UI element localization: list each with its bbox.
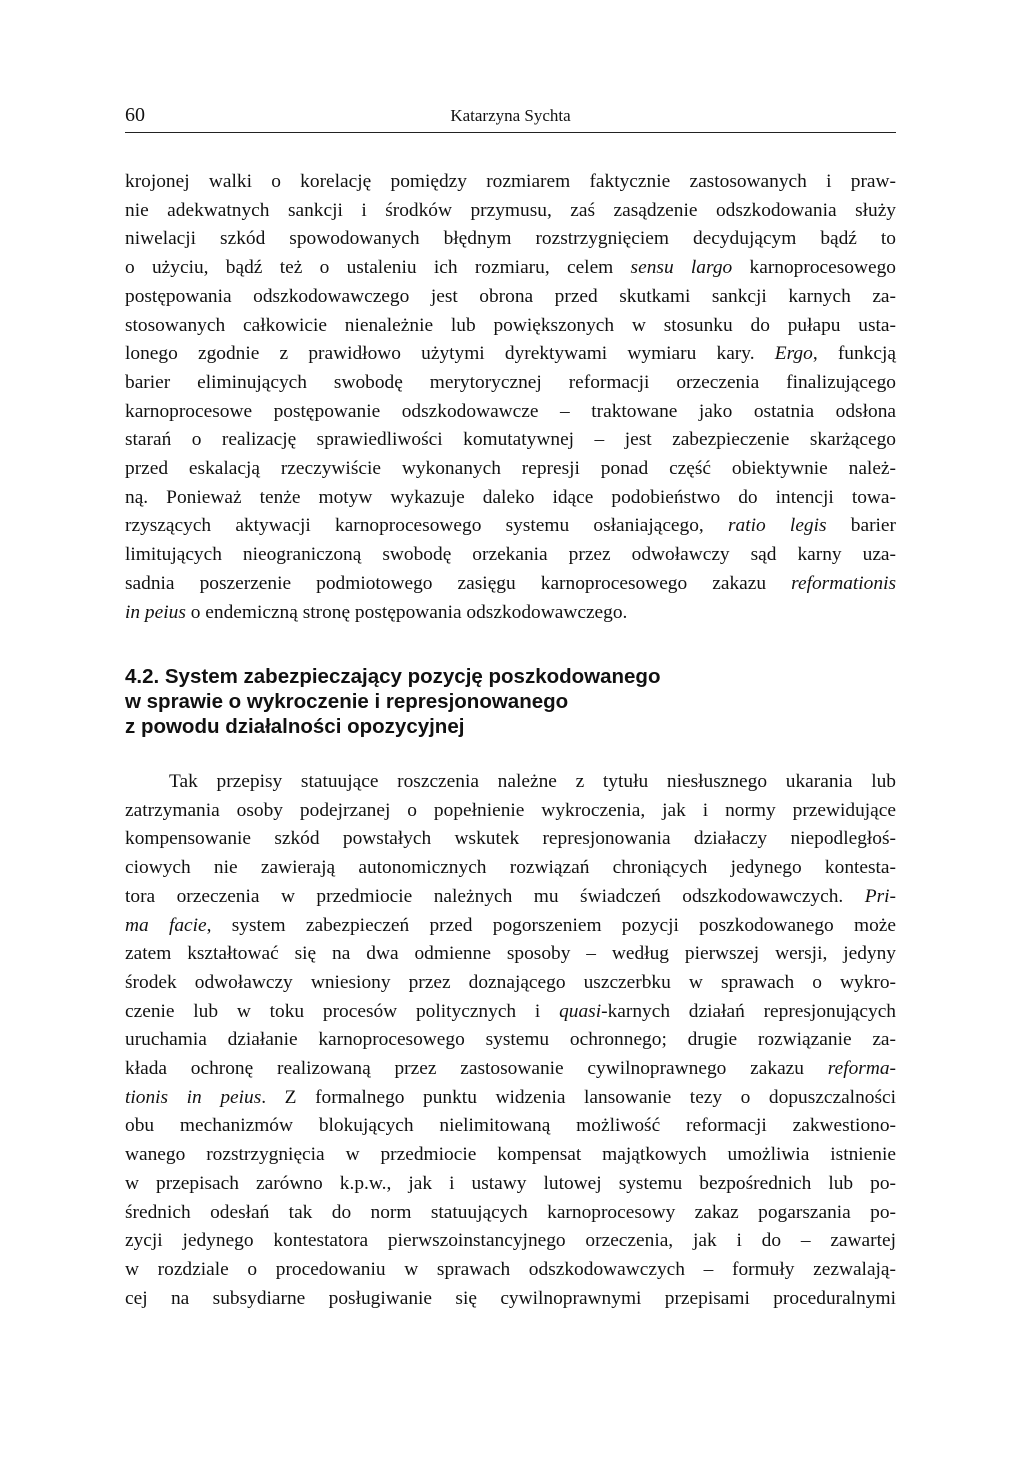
text-line: cej na subsydiarne posługiwanie się cywilnoprawnymi przepisami proceduralnymi	[125, 1287, 896, 1309]
text-run: , funkcją	[812, 343, 896, 365]
latin-phrase: Ergo	[774, 343, 813, 365]
text-run: . Z formalnego punktu widzenia lansowanie tezy o dopuszczalności	[261, 1086, 896, 1108]
page-number: 60	[125, 104, 145, 126]
latin-phrase: tionis in peius	[125, 1086, 262, 1108]
text-line	[125, 512, 896, 541]
running-title: Katarzyna Sychta	[450, 106, 571, 125]
text-line: Tak przepisy statuujące roszczenia należne z tytułu niesłusznego ukarania lub	[169, 771, 896, 792]
text-line: w rozdziale o procedowaniu w sprawach odszkodowawczych – formuły zezwalają-	[125, 1258, 896, 1280]
text-run: tora orzeczenia w przedmiocie należnych mu świadczeń odszkodowawczych.	[125, 885, 865, 907]
text-line: obu mechanizmów blokujących nielimitowaną możliwość reformacji zakwestiono-	[125, 1115, 896, 1137]
text-line	[125, 1055, 896, 1084]
text-line: niwelacji szkód spowodowanych błędnym rozstrzygnięciem decydującym bądź to	[125, 228, 896, 250]
paragraph-2	[125, 768, 896, 1313]
latin-phrase: reformationis	[791, 572, 896, 594]
text-run: barier	[826, 515, 896, 537]
text-line: ną. Ponieważ tenże motyw wykazuje daleko idące podobieństwo do intencji towa-	[125, 486, 896, 508]
text-line	[125, 912, 896, 941]
text-line	[125, 998, 896, 1027]
text-line	[125, 1084, 896, 1113]
text-line: przed eskalacją rzeczywiście wykonanych represji ponad część obiektywnie należ-	[125, 458, 896, 480]
latin-phrase: in peius	[125, 601, 186, 623]
latin-phrase: Pri-	[864, 885, 896, 907]
section-heading-line: w sprawie o wykroczenie i represjonowanego	[125, 690, 569, 713]
text-line: ciowych nie zawierają autonomicznych rozwiązań chroniących jedynego kontesta-	[125, 857, 896, 879]
text-line: krojonej walki o korelację pomiędzy rozmiarem faktycznie zastosowanych i praw-	[125, 171, 896, 192]
section-heading	[125, 664, 896, 739]
text-line: postępowania odszkodowawczego jest obrona przed skutkami sankcji karnych za-	[125, 285, 896, 307]
text-line	[125, 599, 896, 628]
text-line	[125, 340, 896, 369]
text-line	[125, 570, 896, 599]
text-run: sadnia poszerzenie podmiotowego zasięgu karnoprocesowego zakazu	[125, 572, 792, 594]
text-line: starań o realizację sprawiedliwości komutatywnej – jest zabezpieczenie skarżącego	[125, 429, 896, 451]
text-line: zycji jedynego kontestatora pierwszoinstancyjnego orzeczenia, jak i do – zawartej	[125, 1230, 896, 1252]
latin-phrase: quasi	[559, 1000, 602, 1022]
text-run: o użyciu, bądź też o ustaleniu ich rozmiaru, celem	[125, 257, 631, 279]
text-line: barier eliminujących swobodę merytorycznej reformacji orzeczenia finalizującego	[125, 371, 896, 393]
text-run: czenie lub w toku procesów politycznych i	[125, 1000, 560, 1022]
text-line: zatrzymania osoby podejrzanej o popełnienie wykroczenia, jak i normy przewidujące	[125, 799, 896, 821]
latin-phrase: sensu largo	[630, 257, 733, 279]
text-line: wanego rozstrzygnięcia w przedmiocie kompensat majątkowych umożliwia istnienie	[125, 1144, 896, 1166]
text-run: o endemiczną stronę postępowania odszkodowawczego.	[185, 601, 628, 623]
latin-phrase: ma facie	[125, 914, 207, 936]
text-line: zatem kształtować się na dwa odmienne sposoby – według pierwszej wersji, jedyny	[125, 943, 896, 965]
text-line: uruchamia działanie karnoprocesowego systemu ochronnego; drugie rozwiązanie za-	[125, 1029, 896, 1051]
text-run: rzyszących aktywacji karnoprocesowego systemu osłaniającego,	[125, 515, 728, 537]
text-line: nie adekwatnych sankcji i środków przymusu, zaś zasądzenie odszkodowania służy	[125, 199, 896, 221]
text-line: środek odwoławczy wniesiony przez doznającego uszczerbku w sprawach o wykro-	[125, 971, 896, 993]
text-line	[125, 883, 896, 912]
text-line: kompensowanie szkód powstałych wskutek represjonowania działaczy niepodległoś-	[125, 828, 896, 850]
text-run: kłada ochronę realizowaną przez zastosowanie cywilnoprawnego zakazu	[125, 1058, 828, 1080]
paragraph-1	[125, 168, 896, 627]
text-line: limitujących nieograniczoną swobodę orzekania przez odwoławczy sąd karny uza-	[125, 544, 896, 566]
text-line: średnich odesłań tak do norm statuujących karnoprocesowy zakaz pogarszania po-	[125, 1201, 896, 1223]
section-heading-line: 4.2. System zabezpieczający pozycję poszkodowanego	[125, 665, 661, 688]
text-line: karnoprocesowe postępowanie odszkodowawcze – traktowane jako ostatnia odsłona	[125, 400, 896, 422]
text-line: stosowanych całkowicie nienależnie lub powiększonych w stosunku do pułapu usta-	[125, 314, 896, 336]
text-line	[125, 254, 896, 283]
text-line: w przepisach zarówno k.p.w., jak i ustawy lutowej systemu bezpośrednich lub po-	[125, 1172, 896, 1194]
text-run: lonego zgodnie z prawidłowo użytymi dyrektywami wymiaru kary.	[125, 343, 775, 365]
text-run: -karnych działań represjonujących	[601, 1000, 897, 1022]
text-run: , system zabezpieczeń przed pogorszeniem pozycji poszkodowanego może	[206, 914, 896, 936]
latin-phrase: ratio legis	[728, 515, 827, 537]
section-heading-line: z powodu działalności opozycyjnej	[125, 715, 465, 738]
latin-phrase: reforma-	[827, 1058, 896, 1080]
text-run: karnoprocesowego	[732, 257, 896, 279]
page-header	[125, 104, 896, 133]
